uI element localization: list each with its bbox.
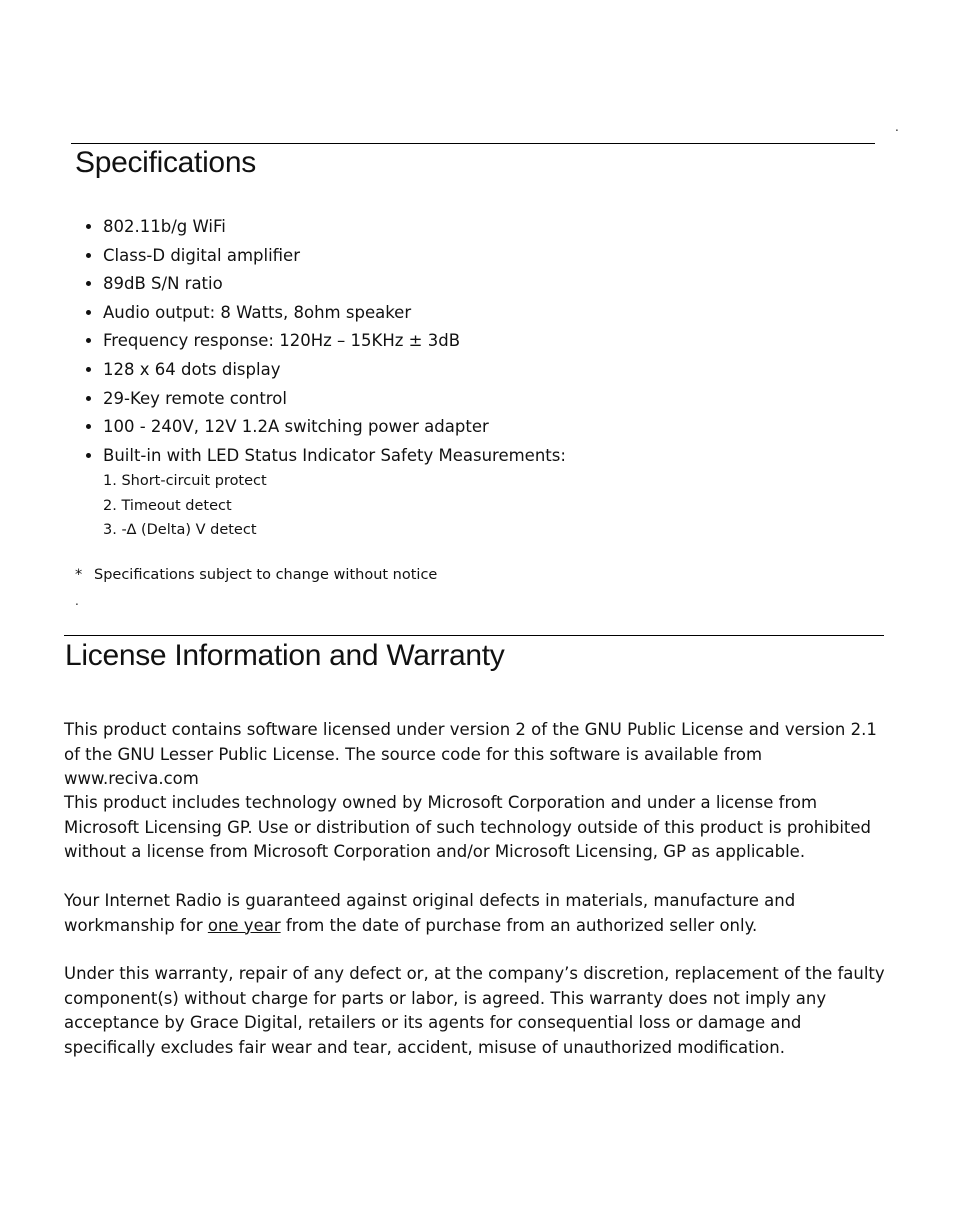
specifications-list <box>84 213 566 470</box>
license-rule <box>64 635 884 636</box>
warranty-period: one year <box>207 915 281 935</box>
note-text: Specifications subject to change without notice <box>94 567 438 583</box>
safety-item: 1. Short-circuit protect <box>103 473 267 489</box>
safety-measurements-list <box>103 469 267 543</box>
warranty-text-end: from the date of purchase from an authorized seller only. <box>280 915 758 935</box>
gpl-paragraph: This product contains software licensed under version 2 of the GNU Public License and version 2.1 of the GNU Lesser Public License. The source code for this software is available from www.reciva.com <box>64 720 877 788</box>
stray-dot-top: . <box>895 120 899 134</box>
stray-dot-mid: . <box>75 594 79 608</box>
spec-item: • Built-in with LED Status Indicator Safety Measurements: <box>103 442 566 471</box>
specifications-note <box>75 565 437 585</box>
spec-item: • Class-D digital amplifier <box>103 242 566 271</box>
spec-item: • 29-Key remote control <box>103 385 566 414</box>
warranty-text-start: Your Internet Radio is guaranteed against original defects in materials, manufacture and workmanship for <box>64 891 796 935</box>
safety-item: 3. -∆ (Delta) V detect <box>103 522 257 538</box>
warranty-paragraph <box>64 889 894 938</box>
specifications-rule <box>71 143 875 144</box>
spec-item: • 100 - 240V, 12V 1.2A switching power adapter <box>103 413 566 442</box>
spec-item: • 128 x 64 dots display <box>103 356 566 385</box>
specifications-heading: Specifications <box>75 146 256 179</box>
spec-item: • 802.11b/g WiFi <box>103 213 566 242</box>
spec-item: • Audio output: 8 Watts, 8ohm speaker <box>103 299 566 328</box>
spec-item: • 89dB S/N ratio <box>103 270 566 299</box>
warranty-terms-paragraph: Under this warranty, repair of any defect or, at the company’s discretion, replacement of the faulty component(s) without charge for parts or labor, is agreed. This warranty does not imply any acceptance by Grace Digital, retailers or its agents for consequential loss or damage and specifically excludes fair wear and tear, accident, misuse of unauthorized modification. <box>64 964 885 1057</box>
spec-item: • Frequency response: 120Hz – 15KHz ± 3dB <box>103 327 566 356</box>
microsoft-paragraph: This product includes technology owned by Microsoft Corporation and under a license from Microsoft Licensing GP. Use or distribution of such technology outside of this product is prohibited without a license from Microsoft Corporation and/or Microsoft Licensing, GP as applicable. <box>64 793 872 861</box>
note-asterisk: * <box>75 567 83 583</box>
license-heading: License Information and Warranty <box>65 639 505 672</box>
safety-item: 2. Timeout detect <box>103 497 232 514</box>
